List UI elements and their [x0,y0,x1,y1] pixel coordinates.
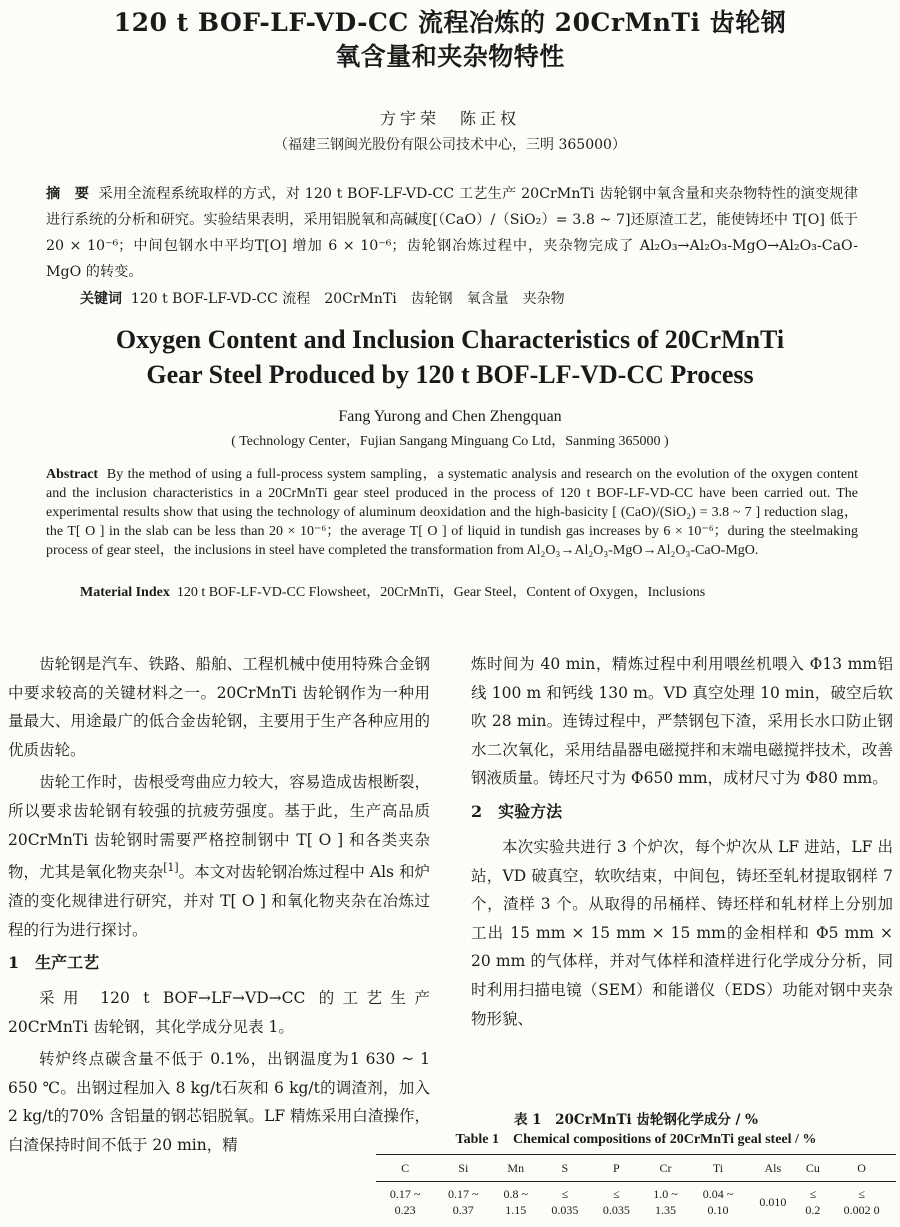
authors-chinese: 方宇荣 陈正权 [379,109,520,128]
table-cell [689,1182,747,1220]
abstract-english-label: Abstract [46,467,99,482]
cell-line-top: 0.8 ~ [503,1187,528,1201]
cell-line-top: ≤ [858,1187,865,1201]
abstract-english [46,465,858,560]
title-english-line2: Gear Steel Produced by 120 t BOF-LF-VD-CC Process [146,360,754,389]
table-header-cell: O [857,1160,866,1175]
cell-line-top: ≤ [613,1187,620,1201]
cell-line-bottom: 0.2 [805,1203,821,1217]
abstract-english-text: By the method of using a full-process system sampling，a systematic analysis and research on the evolution of the oxygen content and the inclusion characteristics in a 20CrMnTi gear steel produced in the process of 120 t BOF-LF-VD-CC have been carried out. The experimental results show that using the technology of aluminum deoxidation and the high-basicity [ (CaO)/(SiO₂) = 3.8 ~ 7 ] reduction slag，the T[ O ] in the slab can be less than 20 × 10⁻⁶；the average T[ O ] of liquid in tundish gas increases by 6 × 10⁻⁶；during the steelmaking process of gear steel，the inclusions in steel have completed the transformation from Al₂O₃→Al₂O₃-MgO→Al₂O₃-CaO-MgO. [46,467,859,558]
paragraph: 本次实验共进行 3 个炉次，每个炉次从 LF 进站，LF 出站，VD 破真空，软吹结束，中间包，铸坯至轧材提取钢样 7 个，渣样 3 个。从取得的吊桶样、铸坯样和轧材样上分别加工出 15 mm × 15 mm × 15 mm的金相样和 Φ5 mm × 20 mm 的气体样，并对气体样和渣样进行化学成分分析，同时利用扫描电镜（SEM）和能谱仪（EDS）功能对钢中夹杂物形貌、 [471,837,893,1028]
paragraph: 齿轮钢是汽车、铁路、船舶、工程机械中使用特殊合金钢中要求较高的关键材料之一。20CrMnTi 齿轮钢作为一种用量最大、用途最广的低合金齿轮钢，主要用于生产各种应用的优质齿轮。 [8,655,430,759]
table-cell [642,1182,689,1220]
cell-line-top: 1.0 ~ [653,1187,678,1201]
cell-line-top: 0.04 ~ [702,1187,734,1201]
material-index [80,581,705,601]
table-header-cell: C [401,1160,410,1175]
authors-english: Fang Yurong and Chen Zhengquan [338,408,562,425]
material-index-text: 120 t BOF-LF-VD-CC Flowsheet，20CrMnTi，Gear Steel，Content of Oxygen，Inclusions [176,585,706,600]
table-1 [376,1110,896,1219]
cell-line-top: 0.010 [759,1195,787,1209]
table-header-cell: Mn [507,1160,525,1175]
section-heading-1: 1 生产工艺 [8,953,100,973]
cell-line-bottom: 0.002 0 [843,1203,880,1217]
paragraph: 炼时间为 40 min，精炼过程中利用喂丝机喂入 Φ13 mm铝线 100 m 和钙线 130 m。VD 真空处理 10 min，破空后软吹 28 min。连铸过程中，严禁钢包下渣，采用长水口防止钢水二次氧化，采用结晶器电磁搅拌和末端电磁搅拌技术，改善钢液质量。铸坯尺寸为 Φ650 mm，成材尺寸为 Φ80 mm。 [471,655,893,788]
table-cell [492,1182,539,1220]
composition-table [376,1154,896,1219]
abstract-chinese-label: 摘 要 [46,186,90,202]
affiliation-chinese: （福建三钢闽光股份有限公司技术中心，三明 365000） [274,137,626,153]
body-column-left [8,650,430,1164]
table-header-cell: S [561,1160,569,1175]
cell-line-top: ≤ [561,1187,569,1201]
abstract-chinese [46,181,858,285]
cell-line-bottom: 0.23 [394,1203,416,1217]
keywords-chinese-label: 关键词 [80,291,122,307]
cell-line-bottom: 0.10 [707,1203,729,1217]
section-heading-2: 2 实验方法 [471,801,563,821]
citation-ref: [1] [163,861,179,875]
body-column-right [471,650,893,1037]
table-header-cell: Als [764,1160,782,1175]
table-cell [539,1182,591,1220]
keywords-chinese-text: 120 t BOF-LF-VD-CC 流程 20CrMnTi 齿轮钢 氧含量 夹杂物 [130,291,565,307]
title-chinese-line2: 氧含量和夹杂物特性 [335,42,565,71]
table-cell [827,1182,896,1220]
title-chinese-line1: 120 t BOF-LF-VD-CC 流程冶炼的 20CrMnTi 齿轮钢 [113,8,787,37]
title-english-line1: Oxygen Content and Inclusion Characteristics of 20CrMnTi [115,325,785,354]
paragraph [8,768,430,944]
table-cell [591,1182,643,1220]
table-header-cell: P [613,1160,620,1175]
affiliation-english: ( Technology Center，Fujian Sangang Minguang Co Ltd，Sanming 365000 ) [231,434,669,449]
paragraph: 转炉终点碳含量不低于 0.1%，出钢温度为1 630 ~ 1 650 ℃。出钢过程加入 8 kg/t石灰和 6 kg/t的调渣剂，加入 2 kg/t的70% 含铝量的钢芯铝脱氧。LF 精炼采用白渣操作，白渣保持时间不低于 20 min，精 [8,1050,430,1155]
cell-line-top: 0.17 ~ [389,1187,421,1201]
table-cell [376,1182,434,1220]
table-header-cell: Cr [659,1160,672,1175]
paragraph: 采用 120 t BOF→LF→VD→CC 的工艺生产 20CrMnTi 齿轮钢，其化学成分见表 1。 [8,989,430,1036]
cell-line-bottom: 0.035 [551,1203,579,1217]
paragraph-part: 。本文对齿轮钢冶炼过程中 Als 和炉渣的变化规律进行研究，并对 T[ O ] 和氧化物夹杂在冶炼过程的行为进行探讨。 [8,863,430,939]
material-index-label: Material Index [80,585,170,600]
table-cell [799,1182,828,1220]
table-caption-chinese: 表 1 20CrMnTi 齿轮钢化学成分 / % [513,1112,759,1128]
title-english [0,322,900,392]
cell-line-top: ≤ [809,1187,817,1201]
cell-line-bottom: 0.37 [452,1203,474,1217]
abstract-chinese-text: 采用全流程系统取样的方式，对 120 t BOF-LF-VD-CC 工艺生产 20CrMnTi 齿轮钢中氧含量和夹杂物特性的演变规律进行系统的分析和研究。实验结果表明，采用铝脱氧和高碱度[（CaO）/（SiO₂）= 3.8 ~ 7]还原渣工艺，能使铸坯中 T[O] 低于 20 × 10⁻⁶；中间包钢水中平均T[O] 增加 6 × 10⁻⁶；齿轮钢冶炼过程中，夹杂物完成了 Al₂O₃→Al₂O₃-MgO→Al₂O₃-CaO- MgO 的转变。 [46,186,858,280]
cell-line-bottom: 1.15 [505,1203,527,1217]
keywords-chinese [80,288,565,308]
table-header-cell: Si [458,1160,469,1175]
cell-line-top: 0.17 ~ [448,1187,479,1201]
table-cell [747,1182,799,1220]
title-chinese [0,6,900,74]
table-header-cell: Cu [805,1160,820,1175]
cell-line-bottom: 1.35 [655,1203,677,1217]
paragraph-part: 齿轮工作时，齿根受弯曲应力较大，容易造成齿根断裂，所以要求齿轮钢有较强的抗疲劳强度。基于此，生产高品质 20CrMnTi 齿轮钢时需要严格控制钢中 T[ O ] 和各类夹杂物，尤其是氧化物夹杂 [8,773,430,882]
table-header-cell: Ti [712,1160,724,1175]
table-caption-english: Table 1 Chemical compositions of 20CrMnTi geal steel / % [455,1132,817,1147]
cell-line-bottom: 0.035 [602,1203,630,1217]
table-row [376,1182,896,1220]
table-cell [434,1182,492,1220]
table-header-row [376,1155,896,1182]
